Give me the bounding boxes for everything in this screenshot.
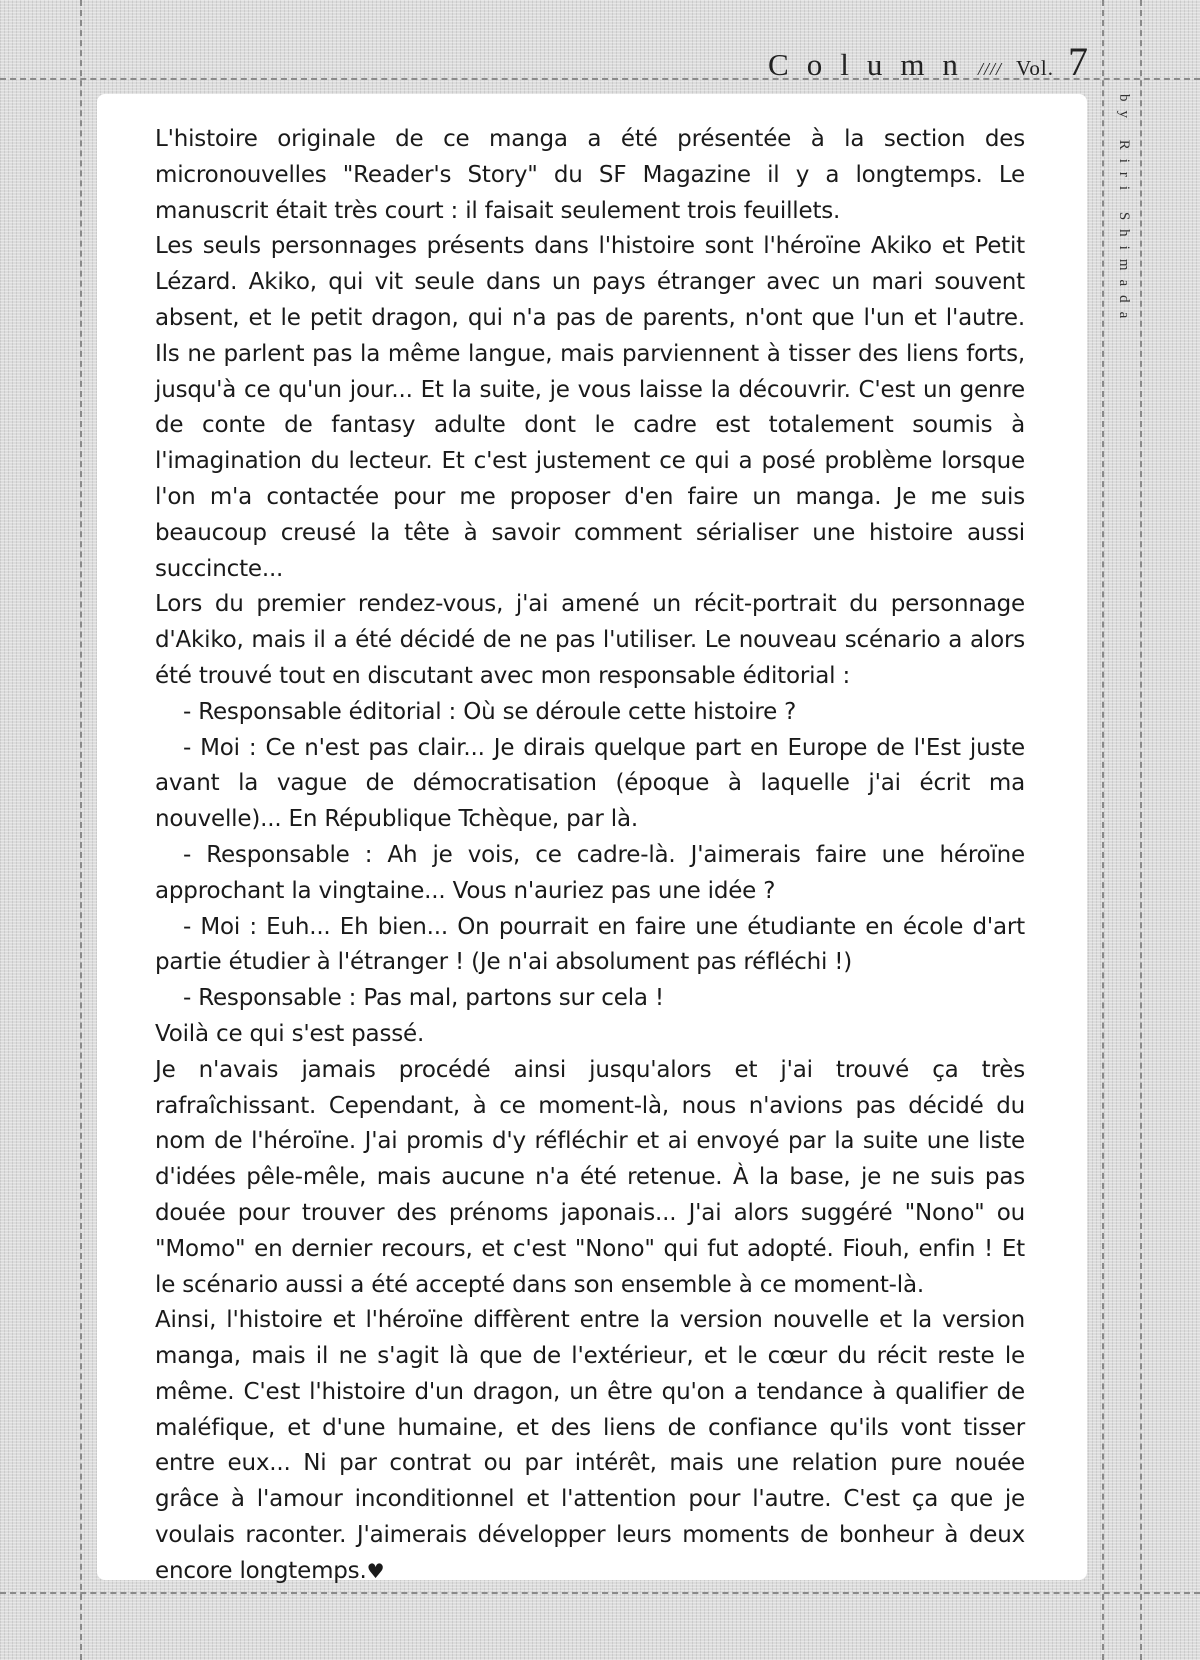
heart-icon: ♥ [366, 1558, 385, 1583]
paragraph-summary: Voilà ce qui s'est passé. [155, 1020, 425, 1047]
column-text-card [97, 94, 1087, 1584]
vol-number: 7 [1068, 39, 1088, 84]
paragraph-heroine-name: Je n'avais jamais procédé ainsi jusqu'alors et j'ai trouvé ça très rafraîchissant. Cependant, à ce moment-là, nous n'avions pas décidé du nom de l'héroïne. J'ai promis d'y réfléchir et ai envoyé par la suite une liste d'idées pêle-mêle, mais aucune n'a été retenue. À la base, je ne suis pas douée pour trouver des prénoms japonais... J'ai alors suggéré "Nono" ou "Momo" en dernier recours, et c'est "Nono" qui fut adopté. Fiouh, enfin ! Et le scénario aussi a été accepté dans son ensemble à ce moment-là. [155, 1056, 1025, 1298]
dialogue-line-3: - Responsable : Ah je vois, ce cadre-là. J'aimerais faire une héroïne approchant la vingtaine... Vous n'auriez pas une idée ? [155, 841, 1025, 904]
column-header [768, 38, 1088, 88]
vol-label: Vol. [1015, 56, 1054, 80]
dialogue-line-5: - Responsable : Pas mal, partons sur cela ! [183, 985, 664, 1012]
left-stitch-line [80, 0, 82, 1660]
paragraph-intro: L'histoire originale de ce manga a été présentée à la section des micronouvelles "Reader's Story" du SF Magazine il y a longtemps. Le manuscrit était très court : il faisait seulement trois feuillets. [155, 126, 1025, 224]
dialogue-line-4: - Moi : Euh... Eh bien... On pourrait en faire une étudiante en école d'art partie étudier à l'étranger ! (Je n'ai absolument pas réfléchi !) [155, 913, 1025, 976]
far-right-stitch-line [1140, 0, 1142, 1660]
paragraph-characters: Les seuls personnages présents dans l'histoire sont l'héroïne Akiko et Petit Lézard. Akiko, qui vit seule dans un pays étranger avec un mari souvent absent, et le petit dragon, qui n'a pas de parents, n'ont que l'un et l'autre. Ils ne parlent pas la même langue, mais parviennent à tisser des liens forts, jusqu'à ce qu'un jour... Et la suite, je vous laisse la découvrir. C'est un genre de conte de fantasy adulte dont le cadre est totalement soumis à l'imagination du lecteur. Et c'est justement ce qui a posé problème lorsque l'on m'a contactée pour me proposer d'en faire un manga. Je me suis beaucoup creusé la tête à savoir comment sérialiser une histoire aussi succincte... [155, 233, 1025, 582]
conclusion-text: Ainsi, l'histoire et l'héroïne diffèrent entre la version nouvelle et la version manga, mais il ne s'agit là que de l'extérieur, et le cœur du récit reste le même. C'est l'histoire d'un dragon, un être qu'on a tendance à qualifier de maléfique, et d'une humaine, et des liens de confiance qu'ils vont tisser entre eux... Ni par contrat ou par intérêt, mais une relation pure nouée grâce à l'amour inconditionnel et l'attention pour l'autre. C'est ça que je voulais raconter. J'aimerais développer leurs moments de bonheur à deux encore longtemps. [155, 1307, 1025, 1584]
column-ticks: //// [977, 59, 1002, 79]
dialogue-line-2: - Moi : Ce n'est pas clair... Je dirais quelque part en Europe de l'Est juste avant la vague de démocratisation (époque à laquelle j'ai écrit ma nouvelle)... En République Tchèque, par là. [155, 734, 1025, 833]
paragraph-first-meeting: Lors du premier rendez-vous, j'ai amené un récit-portrait du personnage d'Akiko, mais il a été décidé de ne pas l'utiliser. Le nouveau scénario a alors été trouvé tout en discutant avec mon responsable éditorial : [155, 591, 1025, 689]
dialogue-line-1: - Responsable éditorial : Où se déroule cette histoire ? [183, 698, 797, 725]
author-byline: by Riri Shimada [1116, 94, 1132, 328]
column-label: Column [768, 47, 976, 82]
paragraph-conclusion [155, 1303, 1025, 1589]
bottom-stitch-line [0, 1592, 1200, 1594]
